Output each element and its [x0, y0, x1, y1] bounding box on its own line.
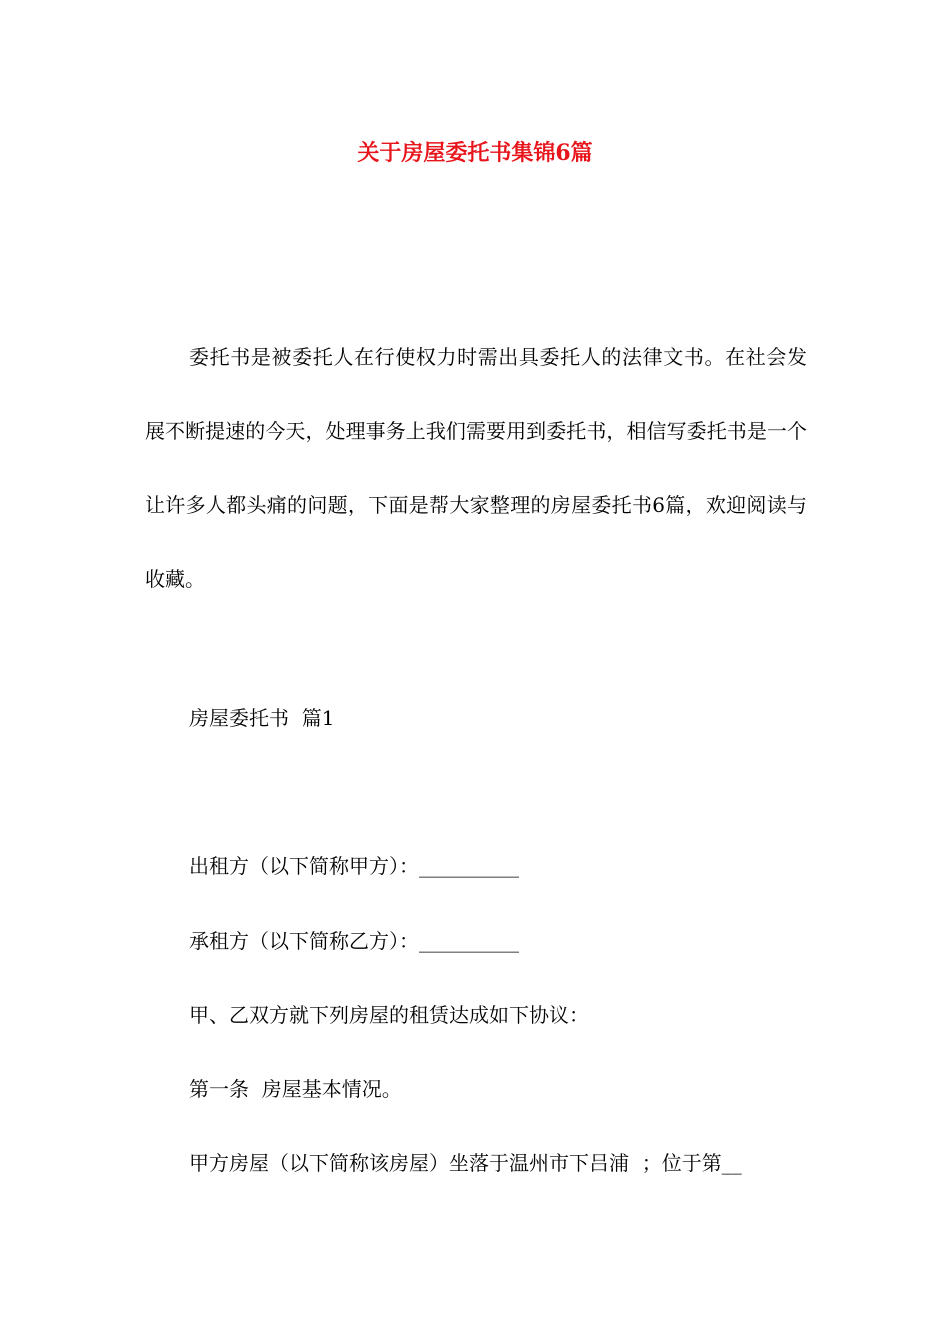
lessor-line: 出租方（以下简称甲方）：__________	[189, 854, 519, 878]
article-one-heading: 第一条 房屋基本情况。	[189, 1077, 402, 1101]
document-title: 关于房屋委托书集锦6篇	[357, 140, 593, 166]
agreement-line: 甲、乙双方就下列房屋的租赁达成如下协议：	[189, 1003, 589, 1027]
property-location-line: 甲方房屋（以下简称该房屋）坐落于温州市下吕浦 ；位于第__	[189, 1151, 742, 1175]
lessee-line: 承租方（以下简称乙方）：__________	[189, 929, 519, 953]
intro-paragraph: 委托书是被委托人在行使权力时需出具委托人的法律文书。在社会发展不断提速的今天，处理事务上我们需要用到委托书，相信写委托书是一个让许多人都头痛的问题，下面是帮大家整理的房屋委托书6篇，欢迎阅读与收藏。	[145, 345, 807, 591]
section-heading: 房屋委托书 篇1	[189, 706, 335, 730]
